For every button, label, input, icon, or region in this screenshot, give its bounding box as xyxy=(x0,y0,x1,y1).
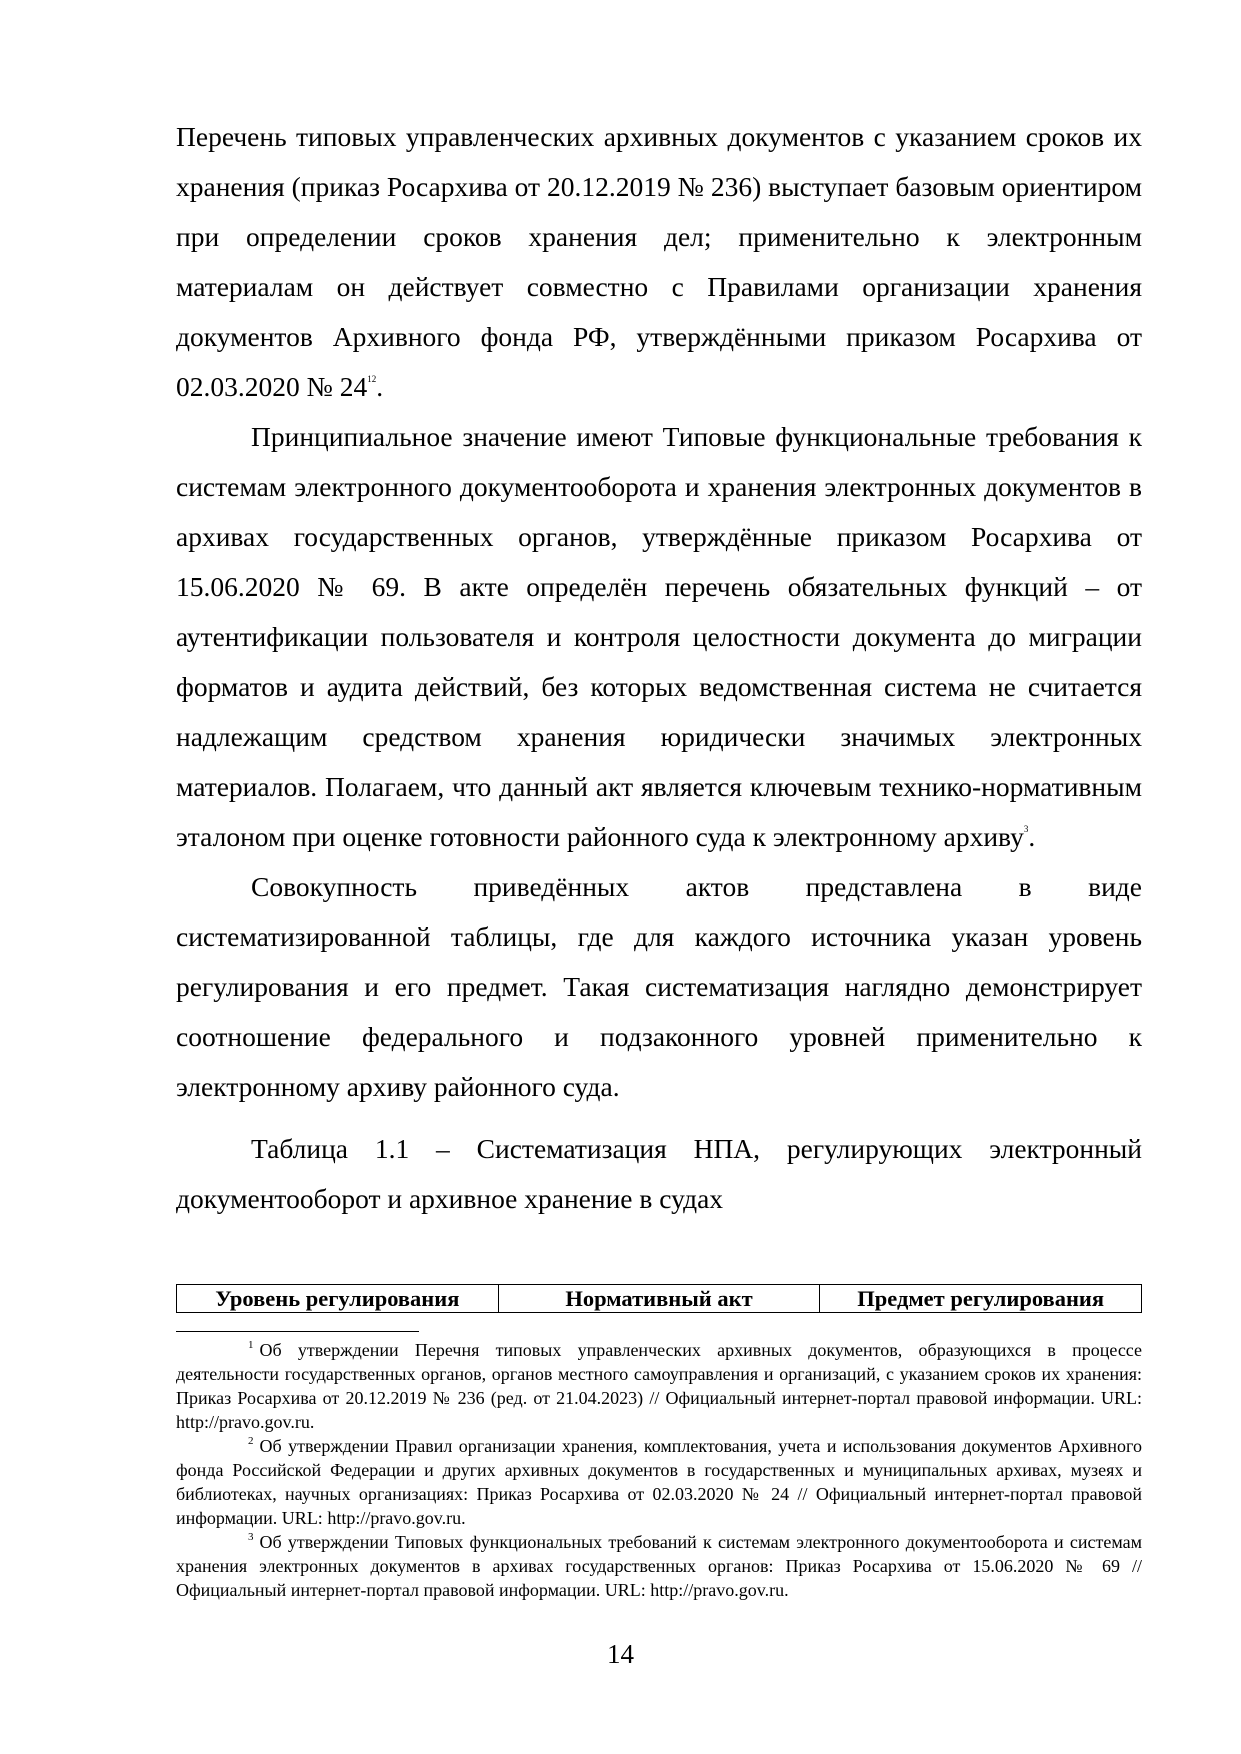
footnote-number: 1 xyxy=(248,1339,254,1351)
column-header-act: Нормативный акт xyxy=(498,1285,820,1313)
footnote: $^1$ Об утверждении Перечня типовых управленческих архивных документов, образующихся в процессе деятельности государственных органов, органов местного самоуправления и организаций, с указанием сроков их хранения: Приказ Росархива от 20.12.2019 № 236 (ред. от 21.04.2023) // Официальный интернет-портал правовой информации. URL: http://pravo.gov.ru. xyxy=(176,1339,1142,1432)
body-text xyxy=(176,112,1142,1224)
footnote-reference[interactable]: 12 xyxy=(367,374,377,384)
column-header-level: Уровень регулирования xyxy=(177,1285,499,1313)
column-header-subject: Предмет регулирования xyxy=(820,1285,1142,1313)
table-header-row xyxy=(177,1285,1142,1313)
footnote: $^2$ Об утверждении Правил организации хранения, комплектования, учета и использования документов Архивного фонда Российской Федерации и других архивных документов в государственных и муниципальных архивах, музеях и библиотеках, научных организациях: Приказ Росархива от 02.03.2020 № 24 // Официальный интернет-портал правовой информации. URL: http://pravo.gov.ru. xyxy=(176,1435,1142,1528)
page-number: 14 xyxy=(607,1639,634,1669)
paragraph: Перечень типовых управленческих архивных документов с указанием сроков их хранения (приказ Росархива от 20.12.2019 № 236) выступает базовым ориентиром при определении сроков хранения дел; применительно к электронным материалам он действует совместно с Правилами организации хранения документов Архивного фонда РФ, утверждёнными приказом Росархива от 02.03.2020 № 24$^{12}$. xyxy=(176,121,1142,402)
footnote-reference[interactable]: 3 xyxy=(1023,824,1029,834)
footnotes xyxy=(176,1338,1142,1602)
footnote-separator xyxy=(176,1331,419,1332)
paragraph: Совокупность приведённых актов представлена в виде систематизированной таблицы, где для каждого источника указан уровень регулирования и его предмет. Такая систематизация наглядно демонстрирует соотношение федерального и подзаконного уровней применительно к электронному архиву районного суда. xyxy=(176,871,1142,1102)
footnote-number: 2 xyxy=(248,1435,254,1447)
npa-table xyxy=(176,1284,1142,1313)
table-caption: Таблица 1.1 – Систематизация НПА, регулирующих электронный документооборот и архивное хранение в судах xyxy=(176,1133,1142,1214)
footnote: $^3$ Об утверждении Типовых функциональных требований к системам электронного документооборота и системам хранения электронных документов в архивах государственных органов: Приказ Росархива от 15.06.2020 № 69 // Официальный интернет-портал правовой информации. URL: http://pravo.gov.ru. xyxy=(176,1531,1142,1600)
paragraph: Принципиальное значение имеют Типовые функциональные требования к системам электронного документооборота и хранения электронных документов в архивах государственных органов, утверждённые приказом Росархива от 15.06.2020 № 69. В акте определён перечень обязательных функций – от аутентификации пользователя и контроля целостности документа до миграции форматов и аудита действий, без которых ведомственная система не считается надлежащим средством хранения юридически значимых электронных материалов. Полагаем, что данный акт является ключевым технико-нормативным эталоном при оценке готовности районного суда к электронному архиву$^3$. xyxy=(176,421,1142,852)
footnote-number: 3 xyxy=(248,1531,254,1543)
